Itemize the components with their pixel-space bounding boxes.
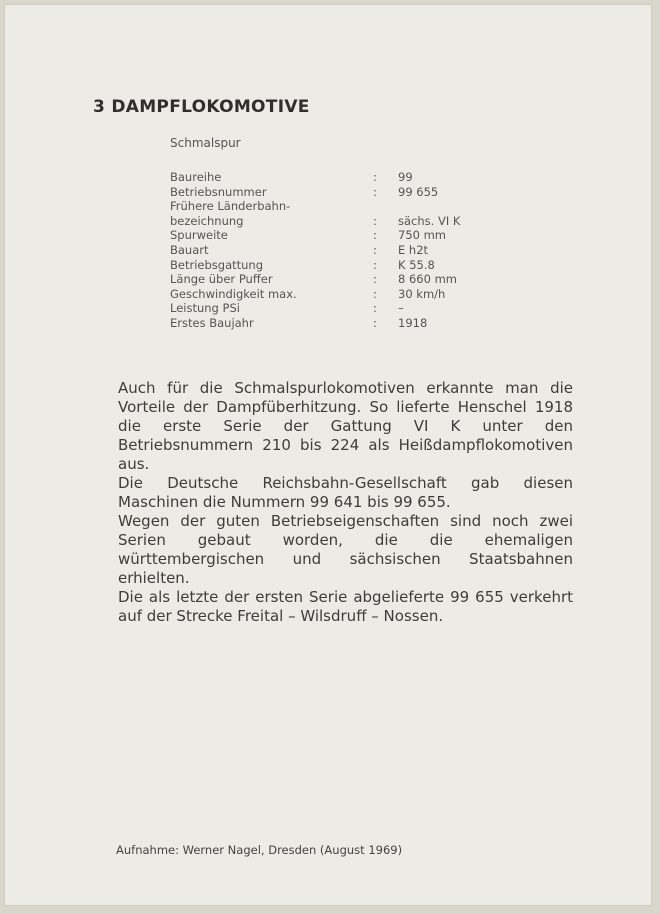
- spec-colon: :: [373, 242, 377, 257]
- spec-label: bezeichnung: [170, 213, 244, 228]
- spec-colon: :: [373, 228, 377, 243]
- paragraph: Wegen der guten Betriebseigenschaften sind noch zwei Serien gebaut worden, die die ehemaligen württembergischen und sächsischen Staatsbahnen erhielten.: [118, 512, 573, 587]
- spec-colon: [373, 199, 398, 214]
- spec-label: Länge über Puffer: [170, 272, 273, 287]
- spec-colon: :: [373, 272, 377, 287]
- spec-value: 8 660 mm: [398, 272, 457, 287]
- spec-colon: :: [373, 301, 377, 316]
- spec-table: [170, 170, 460, 331]
- page-title: 3 DAMPFLOKOMOTIVE: [93, 97, 310, 117]
- spec-value: sächs. VI K: [398, 213, 461, 228]
- photo-credit: Aufnahme: Werner Nagel, Dresden (August 1969): [116, 843, 403, 857]
- spec-value: 750 mm: [398, 228, 447, 243]
- spec-label: Frühere Länderbahn-: [170, 199, 291, 214]
- paragraph: Auch für die Schmalspurlokomotiven erkannte man die Vorteile der Dampfüberhitzung. So lieferte Henschel 1918 die erste Serie der Gattung VI K unter den Betriebsnummern 210 bis 224 als Heißdampflokomotiven aus.: [118, 379, 573, 473]
- spec-row: [170, 272, 460, 287]
- spec-label: Baureihe: [170, 170, 222, 184]
- paragraph: Die als letzte der ersten Serie abgelieferte 99 655 verkehrt auf der Strecke Freital – Wilsdruff – Nossen.: [118, 588, 573, 625]
- spec-value: –: [398, 301, 404, 316]
- spec-row: [170, 243, 460, 258]
- spec-row: [170, 170, 460, 185]
- spec-colon: :: [373, 184, 377, 199]
- description-text: [118, 379, 573, 626]
- spec-label: Geschwindigkeit max.: [170, 286, 297, 301]
- document-card: [4, 4, 652, 906]
- spec-label: Erstes Baujahr: [170, 315, 254, 330]
- spec-value: 30 km/h: [398, 286, 446, 301]
- spec-value: K 55.8: [398, 257, 435, 272]
- spec-colon: :: [373, 257, 377, 272]
- spec-colon: :: [373, 213, 377, 228]
- spec-value: 1918: [398, 315, 428, 330]
- spec-row: [170, 287, 460, 302]
- spec-value: 99 655: [398, 184, 439, 199]
- spec-colon: :: [373, 170, 377, 184]
- spec-label: Leistung PSi: [170, 301, 240, 316]
- spec-row: [170, 228, 460, 243]
- spec-label: Bauart: [170, 242, 209, 257]
- spec-row: [170, 214, 460, 229]
- spec-row: [170, 185, 460, 200]
- spec-value: E h2t: [398, 242, 429, 257]
- spec-label: Betriebsgattung: [170, 257, 264, 272]
- spec-row: [170, 316, 460, 331]
- paragraph: Die Deutsche Reichsbahn-Gesellschaft gab diesen Maschinen die Nummern 99 641 bis 99 655.: [118, 474, 573, 511]
- spec-value: 99: [398, 170, 413, 184]
- spec-row: [170, 199, 460, 214]
- spec-row: [170, 301, 460, 316]
- subtitle: Schmalspur: [170, 136, 241, 150]
- spec-label: Betriebsnummer: [170, 184, 267, 199]
- spec-row: [170, 258, 460, 273]
- spec-colon: :: [373, 286, 377, 301]
- spec-colon: :: [373, 315, 377, 330]
- spec-label: Spurweite: [170, 228, 228, 243]
